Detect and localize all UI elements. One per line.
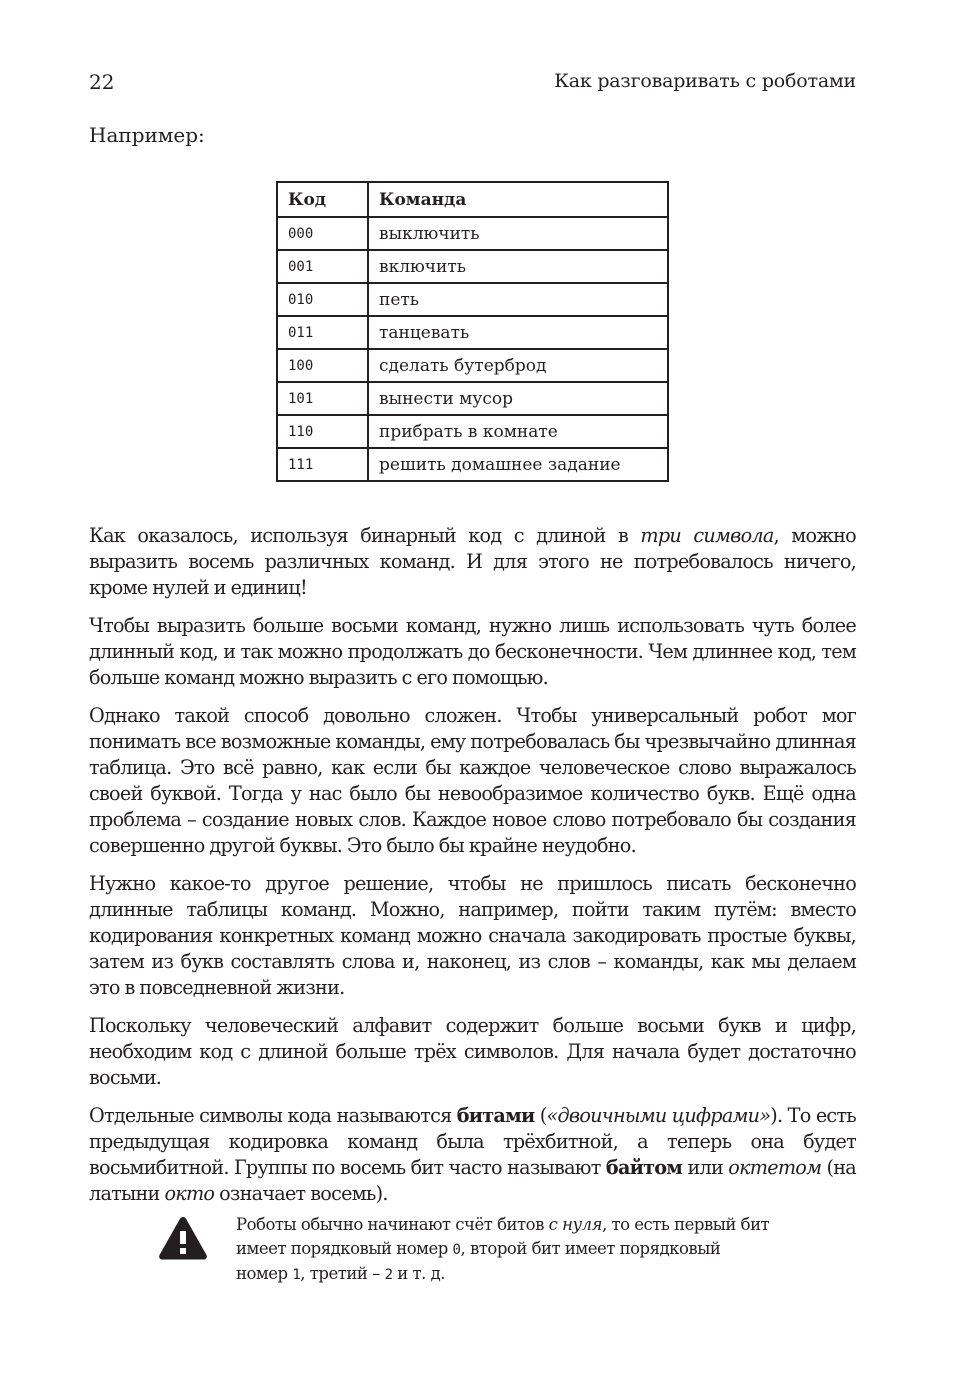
code-cell: 111 [277,448,368,481]
code-cell: 010 [277,283,368,316]
text-run: (на латыни [89,1156,856,1205]
text-run: ). То есть предыдущая кодировка команд была трёхбитной, а теперь она будет восьмибитной. Группы по восемь бит часто называют [89,1104,856,1179]
paragraph-1 [89,523,856,601]
body-text [89,523,856,1219]
column-header-command: Команда [368,182,668,217]
paragraph-3: Однако такой способ довольно сложен. Чтобы универсальный робот мог понимать все возможные команды, ему потребовалась бы чрезвычайно длинная таблица. Это всё равно, как если бы каждое человеческое слово выражалось своей буквой. Тогда у нас было бы невообразимое количество букв. Ещё одна проблема – создание новых слов. Каждое новое слово потребовало бы создания совершенно другой буквы. Это было бы крайне неудобно. [89,704,856,857]
code-cell: 110 [277,415,368,448]
term-byte: байтом [605,1156,683,1179]
text-run: , второй бит имеет порядковый номер [236,1239,721,1283]
text-run: или [682,1156,729,1179]
command-cell: петь [368,283,668,316]
table-row [277,382,668,415]
text-run: Отдельные символы кода называются [89,1104,457,1127]
command-cell: сделать бутерброд [368,349,668,382]
paragraph-5: Поскольку человеческий алфавит содержит больше восьми букв и цифр, необходим код с длиной больше трёх символов. Для начала будет достаточно восьми. [89,1014,856,1089]
table-row [277,283,668,316]
text-run: ( [534,1104,547,1127]
table-row [277,415,668,448]
text-run: Как оказалось, используя бинарный код с длиной в [89,524,641,547]
term-bits: битами [456,1104,535,1127]
table-row [277,349,668,382]
text-run: Роботы обычно начинают счёт битов [236,1215,549,1234]
table-row [277,448,668,481]
table-header-row [277,182,668,217]
text-run: , третий – [300,1264,385,1283]
emphasis-text: окто [164,1182,215,1205]
command-cell: выключить [368,217,668,250]
command-cell: вынести мусор [368,382,668,415]
code-cell: 100 [277,349,368,382]
table-row [277,316,668,349]
paragraph-2: Чтобы выразить больше восьми команд, нужно лишь использовать чуть более длинный код, и так можно продолжать до бесконечности. Чем длиннее код, тем больше команд можно выразить с его помощью. [89,614,856,689]
emphasis-text: три символа [640,524,774,547]
command-cell: прибрать в комнате [368,415,668,448]
running-head: Как разговаривать с роботами [554,70,856,92]
paragraph-6 [89,1103,856,1207]
inline-code: 1 [292,1267,301,1283]
inline-code: 2 [384,1267,393,1283]
command-table [276,181,669,482]
intro-text: Например: [89,123,205,147]
code-cell: 011 [277,316,368,349]
emphasis-text: с нуля [548,1215,602,1234]
note-text [236,1213,776,1287]
warning-icon [158,1215,208,1261]
emphasis-text: «двоичными цифрами» [546,1104,771,1127]
command-cell: танцевать [368,316,668,349]
code-cell: 101 [277,382,368,415]
table-row [277,217,668,250]
page-number: 22 [89,70,115,94]
code-cell: 001 [277,250,368,283]
paragraph-4: Нужно какое-то другое решение, чтобы не пришлось писать бесконечно длинные таблицы команд. Можно, например, пойти таким путём: вместо кодирования конкретных команд можно сначала закодировать простые буквы, затем из букв составлять слова и, наконец, из слов – команды, как мы делаем это в повседневной жизни. [89,872,856,999]
text-run: , то есть первый бит имеет порядковый номер [236,1215,770,1258]
inline-code: 0 [452,1242,461,1258]
column-header-code: Код [277,182,368,217]
text-run: означает восемь). [214,1182,388,1205]
table-row [277,250,668,283]
command-cell: включить [368,250,668,283]
text-run: и т. д. [392,1264,446,1283]
command-cell: решить домашнее задание [368,448,668,481]
emphasis-text: октетом [728,1156,822,1179]
code-cell: 000 [277,217,368,250]
text-run: , можно выразить восемь различных команд. И для этого не потребовалось ничего, кроме нулей и единиц! [89,524,856,599]
